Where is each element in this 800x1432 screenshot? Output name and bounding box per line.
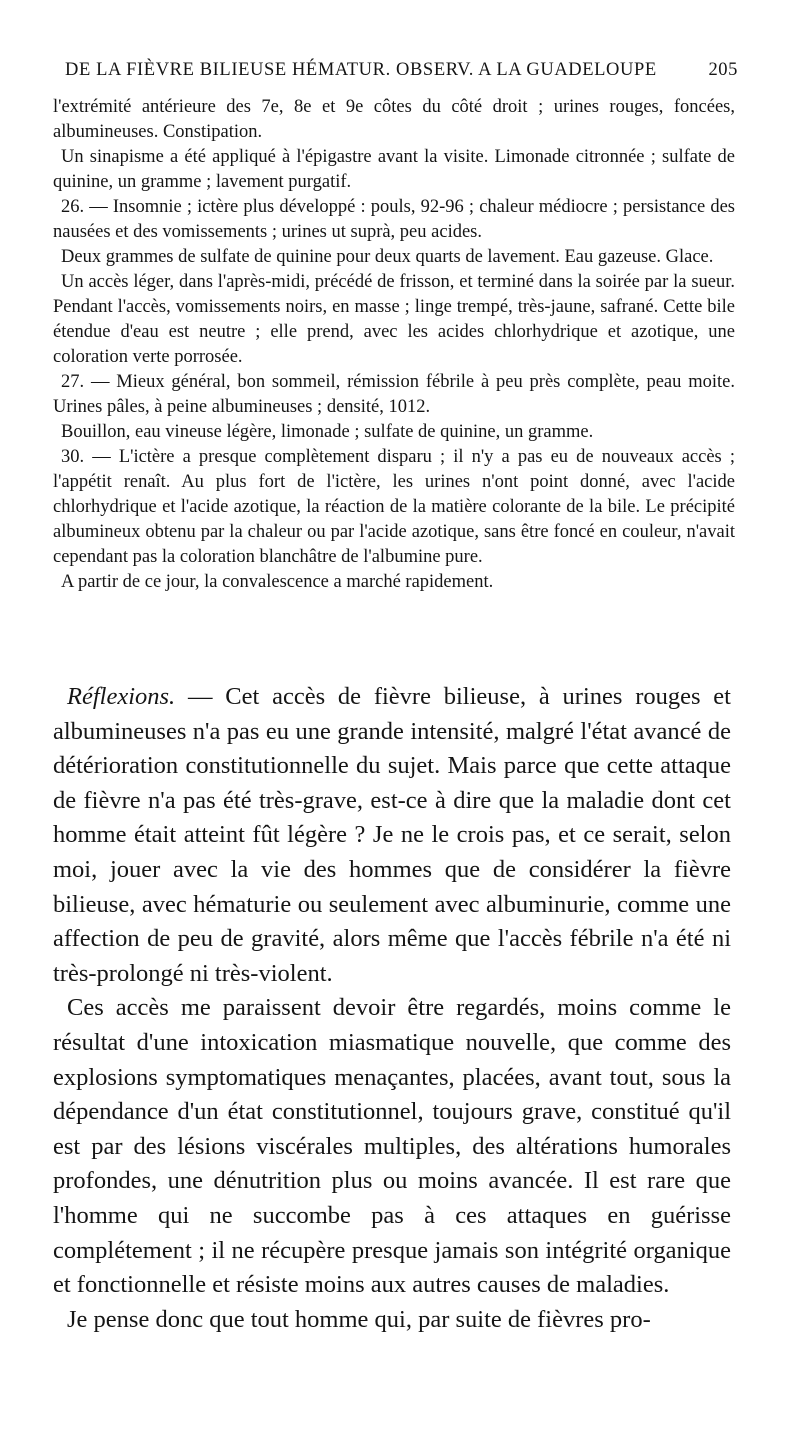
observation-paragraph: Bouillon, eau vineuse légère, limonade ; sulfate de quinine, un gramme.: [61, 422, 594, 442]
page-number: 205: [708, 60, 738, 80]
observation-text: [53, 95, 735, 595]
observation-paragraph: l'extrémité antérieure des 7e, 8e et 9e côtes du côté droit ; urines rouges, foncées, albumineuses. Constipation.: [53, 97, 735, 142]
observation-paragraph: A partir de ce jour, la convalescence a marché rapidement.: [61, 572, 494, 592]
running-head: [65, 60, 738, 88]
observation-paragraph: 30. — L'ictère a presque complètement disparu ; il n'y a pas eu de nouveaux accès ; l'appétit renaît. Au plus fort de l'ictère, les urines n'ont point donné, avec l'acide chlorhydrique et l'acide azotique, la réaction de la matière colorante de la bile. Le précipité albumineux obtenu par la chaleur ou par l'acide azotique, sans être foncé en couleur, n'avait cependant pas la coloration blanchâtre de l'albumine pure.: [53, 447, 735, 567]
reflexions-paragraph: [53, 680, 731, 991]
reflexions-paragraph: Ces accès me paraissent devoir être regardés, moins comme le résultat d'une intoxication miasmatique nouvelle, que comme des explosions symptomatiques menaçantes, placées, avant tout, sous la dépendance d'un état constitutionnel, toujours grave, constitué qu'il est par des lésions viscérales multiples, des altérations humorales profondes, une dénutrition plus ou moins avancée. Il est rare que l'homme qui ne succombe pas à ces attaques en guérisse complétement ; il ne récupère presque jamais son intégrité organique et fonctionnelle et résiste moins aux autres causes de maladies.: [53, 994, 731, 1299]
running-title: DE LA FIÈVRE BILIEUSE HÉMATUR. OBSERV. A LA GUADELOUPE: [65, 60, 657, 80]
observation-paragraph: Deux grammes de sulfate de quinine pour deux quarts de lavement. Eau gazeuse. Glace.: [61, 247, 714, 267]
reflexions-text: [53, 680, 731, 1337]
observation-paragraph: 26. — Insomnie ; ictère plus développé : pouls, 92-96 ; chaleur médiocre ; persistance des nausées et des vomissements ; urines ut suprà, peu acides.: [53, 197, 735, 242]
observation-paragraph: Un accès léger, dans l'après-midi, précédé de frisson, et terminé dans la soirée par la sueur. Pendant l'accès, vomissements noirs, en masse ; linge trempé, très-jaune, safrané. Cette bile étendue d'eau est neutre ; elle prend, avec les acides chlorhydrique et azotique, une coloration verte porrosée.: [53, 272, 735, 367]
reflexions-heading: Réflexions.: [67, 683, 176, 710]
observation-paragraph: Un sinapisme a été appliqué à l'épigastre avant la visite. Limonade citronnée ; sulfate de quinine, un gramme ; lavement purgatif.: [53, 147, 735, 192]
reflexions-paragraph-body: — Cet accès de fièvre bilieuse, à urines rouges et albumineuses n'a pas eu une grande intensité, malgré l'état avancé de détérioration constitutionnelle du sujet. Mais parce que cette attaque de fièvre n'a pas été très-grave, est-ce à dire que la maladie dont cet homme était atteint fût légère ? Je ne le crois pas, et ce serait, selon moi, jouer avec la vie des hommes que de considérer la fièvre bilieuse, avec hématurie ou seulement avec albuminurie, comme une affection de peu de gravité, alors même que l'accès fébrile n'a été ni très-prolongé ni très-violent.: [53, 683, 731, 987]
observation-paragraph: 27. — Mieux général, bon sommeil, rémission fébrile à peu près complète, peau moite. Urines pâles, à peine albumineuses ; densité, 1012.: [53, 372, 735, 417]
reflexions-paragraph: Je pense donc que tout homme qui, par suite de fièvres pro-: [67, 1305, 651, 1333]
